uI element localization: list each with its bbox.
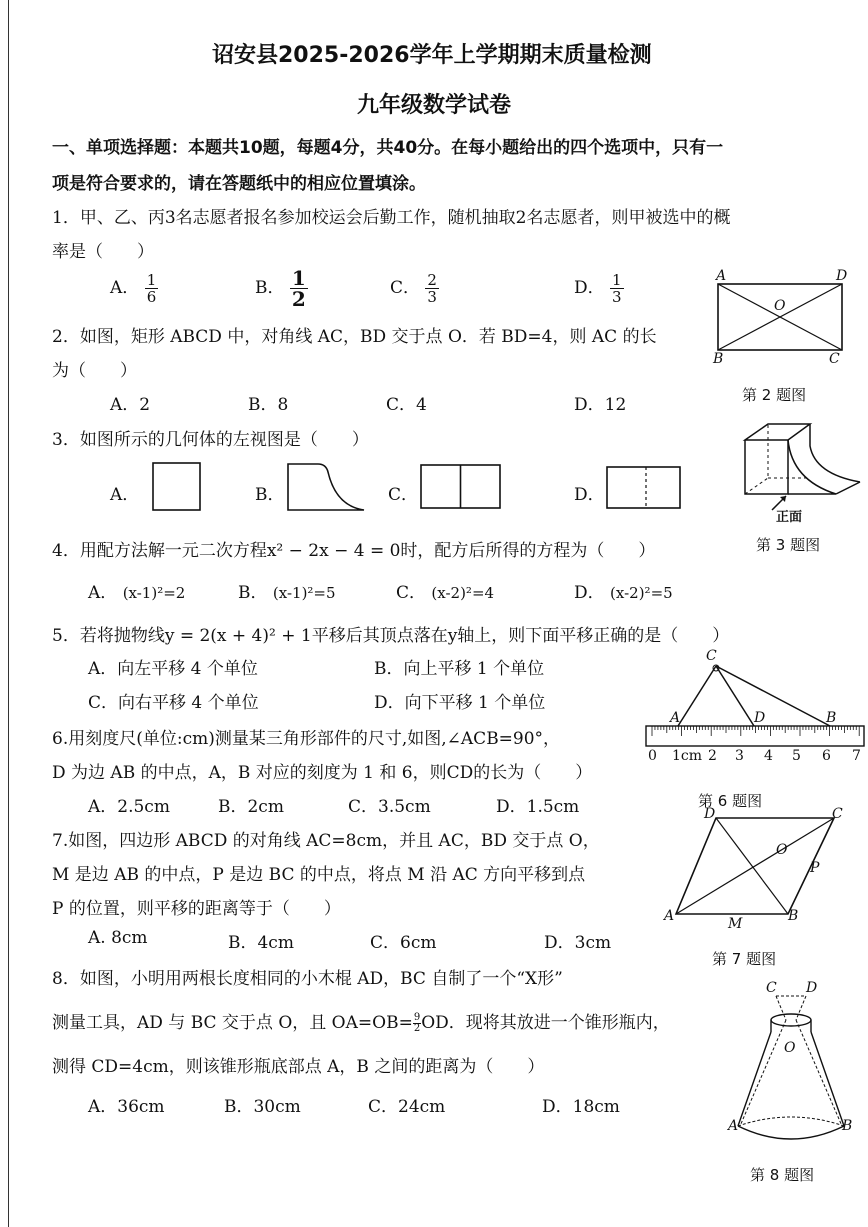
q1-option-d[interactable] xyxy=(574,272,624,305)
q8-stem-line1: 8．如图，小明用两根长度相同的小木棍 AD，BC 自制了一个“X形” xyxy=(52,969,563,989)
q4-option-a[interactable] xyxy=(88,578,185,603)
q5-option-b[interactable]: B．向上平移 1 个单位 xyxy=(374,659,545,679)
q3-solid-figure xyxy=(740,418,865,508)
q1-option-c[interactable] xyxy=(390,272,439,305)
q1-stem-line1: 1．甲、乙、丙3名志愿者报名参加校运会后勤工作，随机抽取2名志愿者，则甲被选中的概 xyxy=(52,208,731,228)
q6-ruler-label-6: 6 xyxy=(822,748,831,764)
q6-ruler-label-7: 7 xyxy=(852,748,861,764)
q4-option-b[interactable] xyxy=(238,578,336,603)
q5-option-d[interactable]: D．向下平移 1 个单位 xyxy=(374,693,546,713)
binding-line xyxy=(8,0,9,1227)
q6-ruler-label-2: 2 xyxy=(708,748,717,764)
q1-b-denominator: 2 xyxy=(291,287,306,311)
q3-option-c-label[interactable]: C． xyxy=(388,485,419,505)
q8-option-d[interactable]: D．18cm xyxy=(542,1097,620,1117)
q8-ratio-numerator: 9 xyxy=(413,1012,421,1023)
q6-stem-line2: D 为边 AB 的中点，A，B 对应的刻度为 1 和 6，则CD的长为（ ） xyxy=(52,763,593,783)
q1-option-a-fraction xyxy=(145,272,159,305)
q7-option-c[interactable]: C．6cm xyxy=(370,933,437,953)
q8-caption: 第 8 题图 xyxy=(750,1166,815,1184)
q6-ruler-label-3: 3 xyxy=(735,748,744,764)
q6-caption: 第 6 题图 xyxy=(698,792,763,810)
section-heading-line2: 项是符合要求的，请在答题纸中的相应位置填涂。 xyxy=(52,174,426,194)
q6-option-c[interactable]: C．3.5cm xyxy=(348,797,431,817)
q4-option-c-value: (x-2)²=4 xyxy=(431,584,495,602)
q2-option-c[interactable]: C．4 xyxy=(386,395,427,415)
q7-option-b[interactable]: B．4cm xyxy=(228,933,294,953)
q7-option-a[interactable]: A. 8cm xyxy=(88,928,148,948)
q1-option-b-fraction xyxy=(290,268,308,309)
q7-quadrilateral-figure xyxy=(664,808,864,928)
q1-option-d-fraction xyxy=(610,272,624,305)
q2-stem-line1: 2．如图，矩形 ABCD 中，对角线 AC，BD 交于点 O．若 BD=4，则 AC 的长 xyxy=(52,327,657,347)
q7-stem-line1: 7.如图，四边形 ABCD 的对角线 AC=8cm，并且 AC，BD 交于点 O， xyxy=(52,831,600,851)
q3-option-c-two-squares[interactable] xyxy=(420,464,502,510)
q2-point-d: D xyxy=(836,268,848,284)
q8-option-c[interactable]: C．24cm xyxy=(368,1097,446,1117)
q7-point-c: C xyxy=(832,806,843,822)
q2-point-o: O xyxy=(774,298,786,314)
q3-stem: 3．如图所示的几何体的左视图是（ ） xyxy=(52,430,369,450)
q3-option-b-label[interactable]: B． xyxy=(255,485,285,505)
section-heading-line1: 一、单项选择题：本题共10题，每题4分，共40分。在每小题给出的四个选项中，只有一 xyxy=(52,138,724,158)
q2-caption: 第 2 题图 xyxy=(742,386,807,404)
q6-option-b[interactable]: B．2cm xyxy=(218,797,284,817)
q2-point-a: A xyxy=(716,268,727,284)
q4-stem: 4．用配方法解一元二次方程x² − 2x − 4 = 0时，配方后所得的方程为（ ） xyxy=(52,541,656,561)
exam-subtitle: 九年级数学试卷 xyxy=(357,93,512,118)
q6-ruler-label-4: 4 xyxy=(764,748,773,764)
q6-point-a: A xyxy=(670,710,681,726)
q3-front-label: 正面 xyxy=(776,510,803,525)
q7-point-p: P xyxy=(810,860,820,876)
q5-option-a[interactable]: A．向左平移 4 个单位 xyxy=(88,659,258,679)
q1-option-c-label: C． xyxy=(390,278,421,298)
q7-point-b: B xyxy=(788,908,799,924)
q6-point-b: B xyxy=(826,710,837,726)
q3-caption: 第 3 题图 xyxy=(756,536,821,554)
q2-point-b: B xyxy=(713,351,724,367)
q6-point-d: D xyxy=(754,710,766,726)
q1-b-numerator: 1 xyxy=(291,266,306,290)
q5-stem: 5．若将抛物线y = 2(x + 4)² + 1平移后其顶点落在y轴上，则下面平移正确的是（ ） xyxy=(52,626,730,646)
q6-ruler-label-5: 5 xyxy=(792,748,801,764)
q1-option-b-label: B． xyxy=(255,278,285,298)
q8-stem-line2-pre: 测量工具，AD 与 BC 交于点 O，且 OA=OB= xyxy=(52,1013,413,1033)
q6-ruler-ticks xyxy=(652,726,859,736)
q2-point-c: C xyxy=(829,351,840,367)
q7-option-d[interactable]: D．3cm xyxy=(544,933,612,953)
q1-d-denominator: 3 xyxy=(612,288,622,306)
q4-option-d-label: D． xyxy=(574,583,605,603)
q3-option-d-dashed-rect[interactable] xyxy=(606,466,682,510)
q6-ruler-label-1: 1cm xyxy=(672,748,703,764)
q8-flask-figure xyxy=(728,980,858,1150)
q3-option-a-square[interactable] xyxy=(152,462,202,512)
q7-stem-line3: P 的位置，则平移的距离等于（ ） xyxy=(52,899,341,919)
q1-a-denominator: 6 xyxy=(146,288,157,306)
q8-ratio-fraction xyxy=(413,1013,421,1034)
q4-option-c[interactable] xyxy=(396,578,494,603)
q7-caption: 第 7 题图 xyxy=(712,950,777,968)
q1-c-denominator: 3 xyxy=(427,288,437,306)
q3-option-d-label[interactable]: D． xyxy=(574,485,605,505)
q7-point-m: M xyxy=(728,916,743,932)
q1-d-numerator: 1 xyxy=(612,271,622,289)
q3-option-b-curved-shape[interactable] xyxy=(286,462,366,512)
q6-option-a[interactable]: A．2.5cm xyxy=(88,797,170,817)
exam-title: 诏安县2025-2026学年上学期期末质量检测 xyxy=(212,43,652,68)
q8-stem-line2 xyxy=(52,1008,670,1034)
q4-option-a-label: A． xyxy=(88,583,118,603)
q2-option-a[interactable]: A．2 xyxy=(110,395,151,415)
q8-ratio-denominator: 2 xyxy=(413,1023,421,1034)
q5-option-c[interactable]: C．向右平移 4 个单位 xyxy=(88,693,259,713)
q6-option-d[interactable]: D．1.5cm xyxy=(496,797,580,817)
q4-option-b-label: B． xyxy=(238,583,268,603)
q7-point-d: D xyxy=(704,806,716,822)
q1-option-a[interactable] xyxy=(110,272,158,305)
q8-point-c: C xyxy=(766,980,777,996)
q1-option-d-label: D． xyxy=(574,278,605,298)
q1-stem-line2: 率是（ ） xyxy=(52,242,154,262)
q7-point-o: O xyxy=(776,842,788,858)
q4-option-a-value: (x-1)²=2 xyxy=(122,584,186,602)
q8-point-b: B xyxy=(842,1118,853,1134)
q1-option-b[interactable] xyxy=(255,268,308,309)
q1-option-a-label: A． xyxy=(110,278,140,298)
q7-stem-line2: M 是边 AB 的中点，P 是边 BC 的中点，将点 M 沿 AC 方向平移到点 xyxy=(52,865,586,885)
q1-option-c-fraction xyxy=(425,272,439,305)
q8-point-a: A xyxy=(728,1118,739,1134)
q8-option-b[interactable]: B．30cm xyxy=(224,1097,301,1117)
q6-point-c: C xyxy=(706,648,717,664)
q8-stem-line3: 测得 CD=4cm，则该锥形瓶底部点 A，B 之间的距离为（ ） xyxy=(52,1057,545,1077)
q7-point-a: A xyxy=(664,908,675,924)
q4-option-b-value: (x-1)²=5 xyxy=(272,584,336,602)
q3-option-a-label[interactable]: A． xyxy=(110,485,140,505)
q6-ruler-label-0: 0 xyxy=(648,748,657,764)
q6-stem-line1: 6.用刻度尺(单位:cm)测量某三角形部件的尺寸,如图,∠ACB=90°， xyxy=(52,729,561,749)
q4-option-d[interactable] xyxy=(574,578,673,603)
q4-option-c-label: C． xyxy=(396,583,427,603)
q8-stem-line2-post: OD．现将其放进一个锥形瓶内， xyxy=(421,1013,670,1033)
q8-point-d: D xyxy=(806,980,818,996)
q8-point-o: O xyxy=(784,1040,796,1056)
q2-option-d[interactable]: D．12 xyxy=(574,395,627,415)
q2-option-b[interactable]: B．8 xyxy=(248,395,289,415)
q1-c-numerator: 2 xyxy=(427,271,437,289)
q8-option-a[interactable]: A．36cm xyxy=(88,1097,165,1117)
q1-a-numerator: 1 xyxy=(146,271,157,289)
q2-stem-line2: 为（ ） xyxy=(52,361,137,381)
q4-option-d-value: (x-2)²=5 xyxy=(610,584,673,602)
